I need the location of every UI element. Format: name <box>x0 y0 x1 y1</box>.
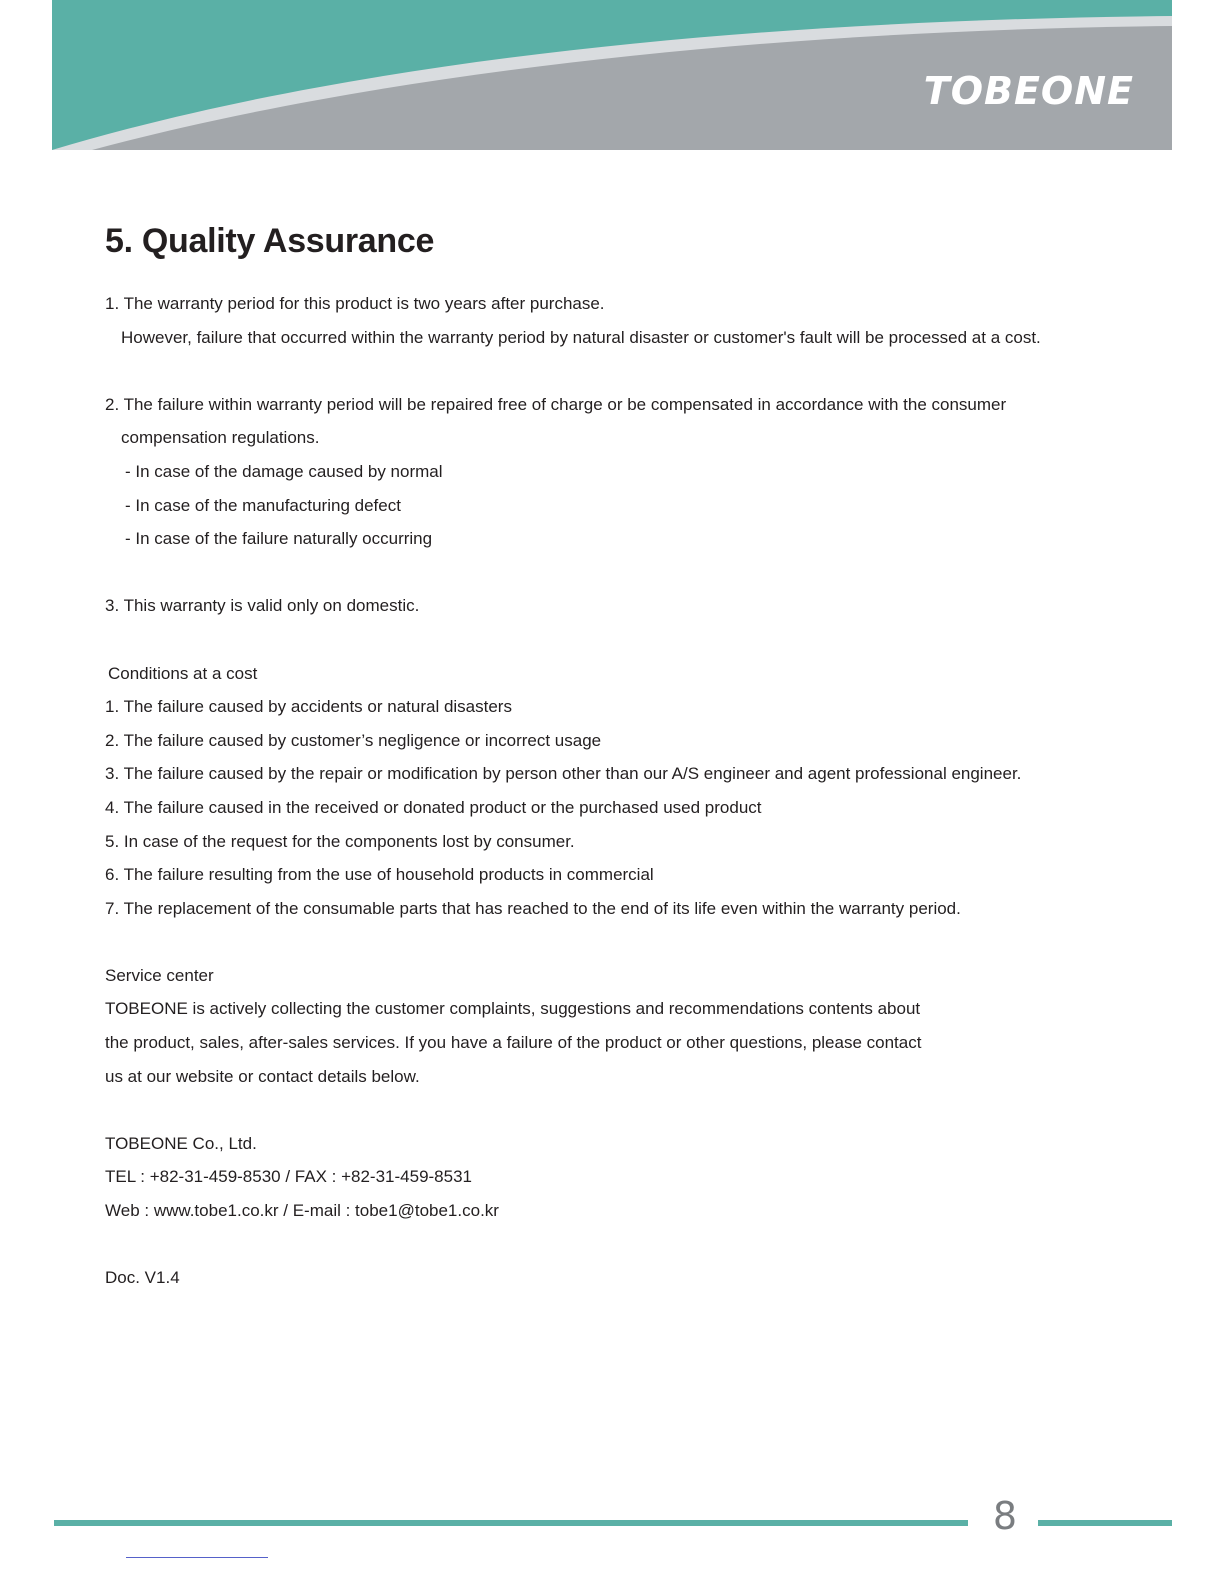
warranty-item-2: 2. The failure within warranty period will be repaired free of charge or be compensated in accordance with the consumer <box>105 394 1007 414</box>
warranty-sub-item: - In case of the manufacturing defect <box>125 495 401 515</box>
service-center-text: TOBEONE is actively collecting the customer complaints, suggestions and recommendations contents about <box>105 999 921 1019</box>
phone-fax: TEL : +82-31-459-8530 / FAX : +82-31-459-8531 <box>105 1167 473 1187</box>
condition-item: 6. The failure resulting from the use of household products in commercial <box>105 865 654 885</box>
condition-item: 7. The replacement of the consumable parts that has reached to the end of its life even within the warranty period. <box>105 898 961 918</box>
condition-item: 5. In case of the request for the components lost by consumer. <box>105 831 575 851</box>
spacer <box>105 556 1125 590</box>
header-banner <box>52 0 1172 150</box>
warranty-item-1: 1. The warranty period for this product is two years after purchase. <box>105 294 605 313</box>
spacer <box>105 623 1125 657</box>
web-email: Web : www.tobe1.co.kr / E-mail : tobe1@tobe1.co.kr <box>105 1201 499 1221</box>
service-center-heading: Service center <box>105 965 214 985</box>
condition-item: 4. The failure caused in the received or donated product or the purchased used product <box>105 797 762 817</box>
bottom-divider <box>126 1557 268 1558</box>
warranty-item-3: 3. This warranty is valid only on domestic. <box>105 596 420 616</box>
footer-rule-left <box>54 1520 968 1526</box>
page-title: 5. Quality Assurance <box>105 222 435 260</box>
brand-logo: TOBEONE <box>923 69 1134 113</box>
condition-item: 1. The failure caused by accidents or natural disasters <box>105 697 512 717</box>
company-name: TOBEONE Co., Ltd. <box>105 1133 257 1153</box>
spacer <box>105 1228 1125 1262</box>
warranty-sub-item: - In case of the failure naturally occurring <box>125 529 433 549</box>
service-center-text: us at our website or contact details below. <box>105 1066 420 1086</box>
document-body <box>105 222 1125 1295</box>
spacer <box>105 1093 1125 1127</box>
spacer <box>105 925 1125 959</box>
doc-version: Doc. V1.4 <box>105 1268 180 1288</box>
page-number: 8 <box>992 1494 1018 1538</box>
spacer <box>105 354 1125 388</box>
condition-item: 2. The failure caused by customer’s negligence or incorrect usage <box>105 730 602 750</box>
warranty-item-2-continued: compensation regulations. <box>121 428 320 448</box>
warranty-item-1-continued: However, failure that occurred within the warranty period by natural disaster or customer's fault will be processed at a cost. <box>121 327 1041 347</box>
service-center-text: the product, sales, after-sales services. If you have a failure of the product or other questions, please contact <box>105 1033 922 1053</box>
warranty-sub-item: - In case of the damage caused by normal <box>125 461 443 481</box>
footer-rule-right <box>1038 1520 1172 1526</box>
condition-item: 3. The failure caused by the repair or modification by person other than our A/S engineer and agent professional engineer. <box>105 764 1022 784</box>
conditions-heading: Conditions at a cost <box>108 663 258 683</box>
